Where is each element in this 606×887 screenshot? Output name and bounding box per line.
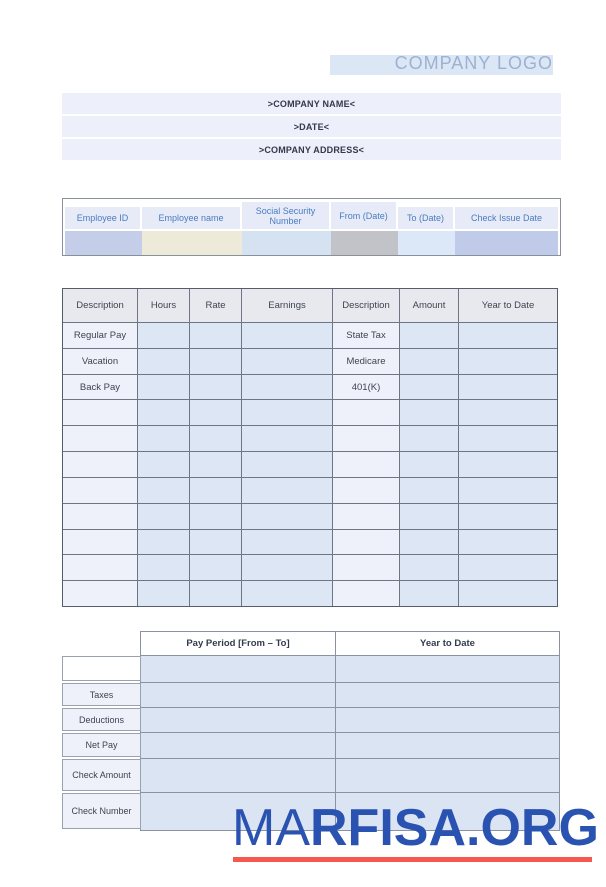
check-amount-label: Check Amount (62, 759, 141, 791)
hours-cell[interactable] (138, 375, 189, 400)
rate-cell[interactable] (190, 530, 241, 555)
ytd-cell[interactable] (459, 375, 557, 400)
check-amount-pay-period-cell[interactable] (141, 759, 335, 792)
earnings-row-label (63, 452, 137, 477)
rate-cell[interactable] (190, 375, 241, 400)
hours-cell[interactable] (138, 581, 189, 606)
check-number-label: Check Number (62, 793, 141, 829)
net-pay-pay-period-cell[interactable] (141, 733, 335, 758)
hours-cell[interactable] (138, 323, 189, 348)
earnings-row-label (63, 426, 137, 451)
ssn-cell[interactable] (242, 231, 331, 255)
rate-cell[interactable] (190, 504, 241, 529)
pay-period-header: Pay Period [From – To] (141, 632, 335, 655)
earnings-row-label: Back Pay (63, 375, 137, 400)
employee-info-header-row (65, 202, 558, 229)
date-band[interactable]: >DATE< (62, 116, 561, 137)
deduction-row-label (333, 426, 399, 451)
ssn-header: Social Security Number (242, 202, 331, 229)
amount-cell[interactable] (400, 400, 458, 425)
earnings-row-label (63, 530, 137, 555)
amount-cell[interactable] (400, 426, 458, 451)
earnings-header-earnings: Earnings (242, 289, 332, 322)
deduction-row-label (333, 504, 399, 529)
taxes-pay-period-cell[interactable] (141, 683, 335, 707)
earnings-cell[interactable] (242, 555, 332, 580)
earnings-cell[interactable] (242, 375, 332, 400)
taxes-ytd-cell[interactable] (336, 683, 559, 707)
earnings-cell[interactable] (242, 478, 332, 503)
deductions-ytd-cell[interactable] (336, 708, 559, 732)
earnings-header-amount: Amount (400, 289, 458, 322)
earnings-cell[interactable] (242, 530, 332, 555)
earnings-table (62, 288, 558, 607)
amount-cell[interactable] (400, 581, 458, 606)
rate-cell[interactable] (190, 452, 241, 477)
deduction-row-label: State Tax (333, 323, 399, 348)
ytd-cell[interactable] (459, 530, 557, 555)
watermark-text (232, 799, 599, 857)
rate-cell[interactable] (190, 323, 241, 348)
check-issue-date-header: Check Issue Date (455, 207, 558, 229)
ytd-cell[interactable] (459, 555, 557, 580)
earnings-cell[interactable] (242, 581, 332, 606)
earnings-row-label (63, 504, 137, 529)
rate-cell[interactable] (190, 581, 241, 606)
ytd-cell[interactable] (459, 426, 557, 451)
deduction-row-label (333, 555, 399, 580)
from-date-cell[interactable] (331, 231, 398, 255)
deduction-row-label (333, 581, 399, 606)
hours-cell[interactable] (138, 555, 189, 580)
amount-cell[interactable] (400, 478, 458, 503)
net-pay-label: Net Pay (62, 733, 141, 757)
hours-cell[interactable] (138, 530, 189, 555)
hours-cell[interactable] (138, 426, 189, 451)
ytd-cell[interactable] (459, 349, 557, 374)
earnings-cell[interactable] (242, 400, 332, 425)
deduction-row-label (333, 400, 399, 425)
deduction-row-label (333, 530, 399, 555)
deduction-row-label (333, 452, 399, 477)
watermark-underline (233, 857, 592, 862)
employee-id-cell[interactable] (65, 231, 142, 255)
earnings-header-description-right: Description (333, 289, 399, 322)
from-date-header: From (Date) (331, 202, 398, 229)
employee-info-table (62, 198, 561, 256)
hours-cell[interactable] (138, 452, 189, 477)
watermark-text-bold: RFISA.ORG (310, 799, 599, 857)
amount-cell[interactable] (400, 375, 458, 400)
net-pay-ytd-cell[interactable] (336, 733, 559, 758)
earnings-header-ytd: Year to Date (459, 289, 557, 322)
earnings-cell[interactable] (242, 504, 332, 529)
ytd-cell[interactable] (459, 452, 557, 477)
check-issue-date-cell[interactable] (455, 231, 558, 255)
taxes-label: Taxes (62, 683, 141, 706)
hours-cell[interactable] (138, 504, 189, 529)
earnings-cell[interactable] (242, 323, 332, 348)
earnings-row-label (63, 555, 137, 580)
hours-cell[interactable] (138, 400, 189, 425)
company-name-band[interactable]: >COMPANY NAME< (62, 93, 561, 114)
deductions-pay-period-cell[interactable] (141, 708, 335, 732)
watermark-text-light: MA (232, 799, 310, 857)
earnings-row-label (63, 581, 137, 606)
amount-cell[interactable] (400, 530, 458, 555)
earnings-cell[interactable] (242, 452, 332, 477)
ytd-cell[interactable] (459, 581, 557, 606)
amount-cell[interactable] (400, 452, 458, 477)
hours-cell[interactable] (138, 478, 189, 503)
rate-cell[interactable] (190, 555, 241, 580)
to-date-header: To (Date) (398, 207, 455, 229)
rate-cell[interactable] (190, 400, 241, 425)
earnings-row-label: Vacation (63, 349, 137, 374)
employee-info-entry-row (65, 231, 558, 255)
employee-name-cell[interactable] (142, 231, 242, 255)
check-amount-ytd-cell[interactable] (336, 759, 559, 792)
ytd-cell[interactable] (459, 323, 557, 348)
rate-cell[interactable] (190, 349, 241, 374)
earnings-cell[interactable] (242, 349, 332, 374)
deduction-row-label (333, 478, 399, 503)
company-address-band[interactable]: >COMPANY ADDRESS< (62, 139, 561, 160)
pay-period-cell[interactable] (141, 656, 335, 682)
deduction-row-label: 401(K) (333, 375, 399, 400)
earnings-header-rate: Rate (190, 289, 241, 322)
ytd-cell[interactable] (459, 400, 557, 425)
summary-row-labels (62, 656, 141, 831)
earnings-row-label: Regular Pay (63, 323, 137, 348)
employee-name-header: Employee name (142, 207, 242, 229)
hours-cell[interactable] (138, 349, 189, 374)
amount-cell[interactable] (400, 504, 458, 529)
summary-blank-label-cell[interactable] (62, 656, 141, 681)
earnings-cell[interactable] (242, 426, 332, 451)
amount-cell[interactable] (400, 349, 458, 374)
deductions-label: Deductions (62, 708, 141, 731)
ytd-cell[interactable] (459, 504, 557, 529)
to-date-cell[interactable] (398, 231, 455, 255)
earnings-row-label (63, 400, 137, 425)
earnings-header-hours: Hours (138, 289, 189, 322)
employee-id-header: Employee ID (65, 207, 142, 229)
earnings-header-description-left: Description (63, 289, 137, 322)
company-logo-text: COMPANY LOGO (394, 53, 553, 73)
year-to-date-cell[interactable] (336, 656, 559, 682)
earnings-row-label (63, 478, 137, 503)
rate-cell[interactable] (190, 426, 241, 451)
ytd-cell[interactable] (459, 478, 557, 503)
year-to-date-header: Year to Date (336, 632, 559, 655)
rate-cell[interactable] (190, 478, 241, 503)
deduction-row-label: Medicare (333, 349, 399, 374)
amount-cell[interactable] (400, 323, 458, 348)
amount-cell[interactable] (400, 555, 458, 580)
